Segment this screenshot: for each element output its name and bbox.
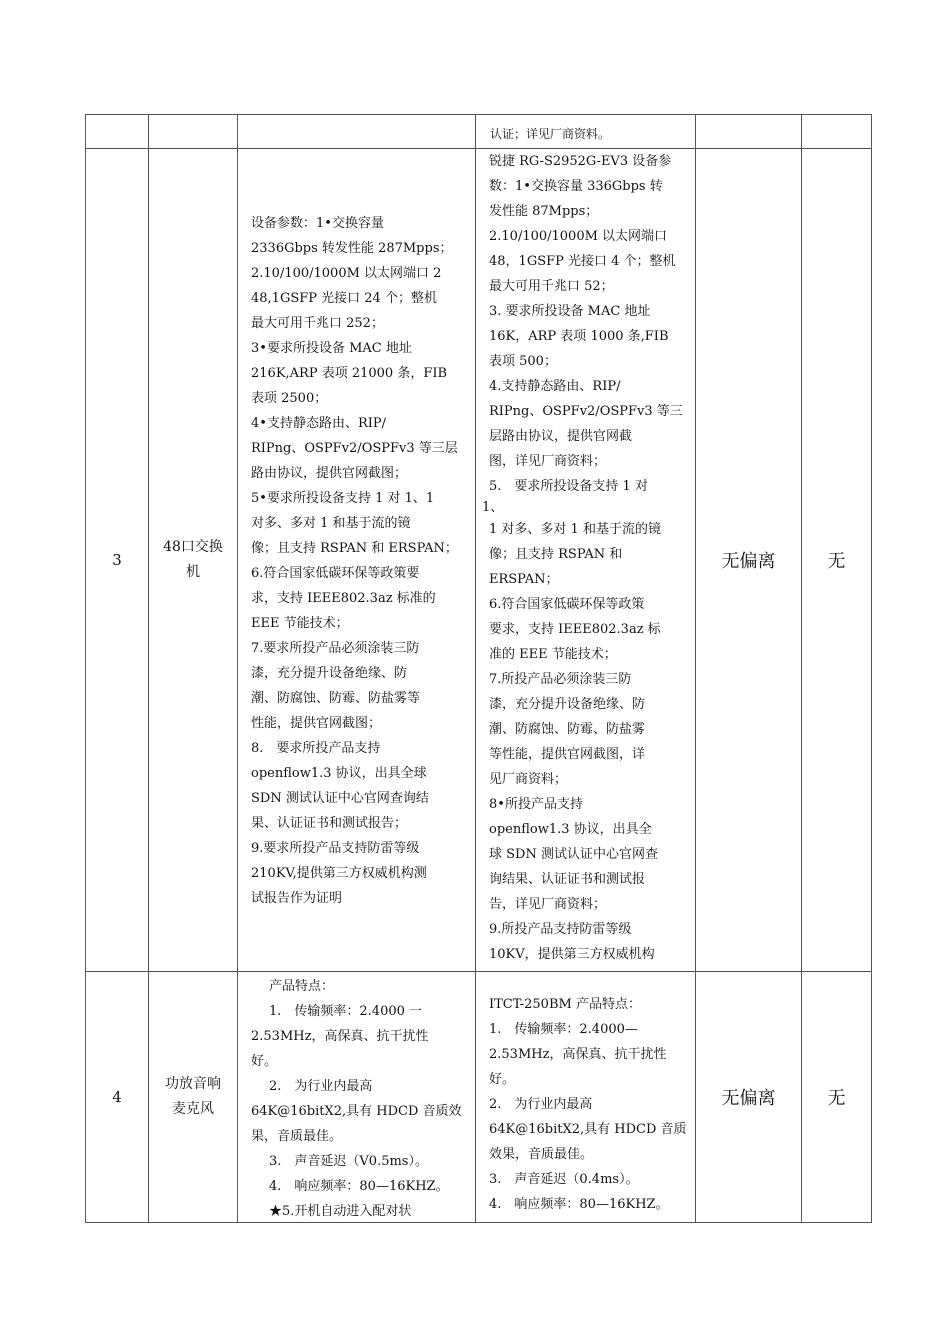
requirement-line: EEE 节能技术； [251, 616, 349, 631]
comparison-table [85, 114, 872, 1223]
response-line: 数：1•交换容量 336Gbps 转 [489, 179, 663, 194]
requirement-line: 2336Gbps 转发性能 287Mpps； [251, 241, 453, 256]
deviation-text: 无偏离 [721, 1088, 776, 1109]
requirement-line: 4•支持静态路由、RIP/ [251, 416, 386, 431]
requirement-line: 4. 响应频率：80—16KHZ。 [269, 1179, 449, 1194]
response-cell [476, 972, 696, 1223]
response-line: RIPng、OSPFv2/OSPFv3 等三 [489, 404, 683, 419]
response-line: 告，详见厂商资料； [489, 897, 607, 912]
response-line: 表项 500； [489, 354, 557, 369]
deviation-cell [696, 149, 802, 972]
item-name-cell [149, 149, 238, 972]
requirement-line: 8. 要求所投产品支持 [251, 741, 381, 756]
requirement-line: 求，支持 IEEE802.3az 标准的 [251, 591, 436, 606]
response-line: 潮、防腐蚀、防霉、防盐雾 [489, 722, 646, 737]
requirement-line: 性能，提供官网截图； [251, 716, 382, 731]
requirement-line: SDN 测试认证中心官网查询结 [251, 791, 429, 806]
response-line: 认证；详见厂商资料。 [490, 127, 611, 141]
requirement-line: 48,1GSFP 光接口 24 个；整机 [251, 291, 437, 306]
row-number: 4 [112, 1088, 122, 1106]
requirement-line: 试报告作为证明 [251, 891, 343, 906]
item-name-cell [149, 972, 238, 1223]
requirement-line: 2.53MHz，高保真、抗干扰性 [251, 1029, 429, 1044]
row-number-cell [86, 149, 149, 972]
response-line: 见厂商资料； [489, 772, 568, 787]
response-line: 4.支持静态路由、RIP/ [489, 379, 621, 394]
response-line: 16K，ARP 表项 1000 条,FIB [489, 329, 669, 344]
requirement-line: 表项 2500； [251, 391, 328, 406]
response-line: ERSPAN； [489, 572, 559, 587]
note-text: 无 [827, 551, 846, 572]
requirement-line: 漆，充分提升设备绝缘、防 [251, 666, 408, 681]
response-line: 2. 为行业内最高 [489, 1097, 593, 1112]
requirement-line: 果，音质最佳。 [251, 1129, 343, 1144]
requirement-line: openflow1.3 协议，出具全球 [251, 766, 427, 781]
requirement-line: 210KV,提供第三方权威机构测 [251, 866, 427, 881]
requirement-line: 1. 传输频率：2.4000 一 [269, 1004, 423, 1019]
response-line: 像；且支持 RSPAN 和 [489, 547, 623, 562]
note-cell [802, 149, 872, 972]
response-line: 1. 传输频率：2.4000— [489, 1022, 638, 1037]
response-line: 效果，音质最佳。 [489, 1147, 594, 1162]
deviation-text: 无偏离 [721, 551, 776, 572]
requirement-cell [238, 972, 476, 1223]
response-line: 3. 声音延迟（0.4ms）。 [489, 1172, 639, 1187]
table-row [86, 149, 872, 972]
row-number-cell [86, 972, 149, 1223]
response-line: openflow1.3 协议，出具全 [489, 822, 652, 837]
response-line: 5. 要求所投设备支持 1 对 [489, 479, 648, 494]
requirement-line: 潮、防腐蚀、防霉、防盐雾等 [251, 691, 421, 706]
response-line: 图，详见厂商资料； [489, 454, 607, 469]
response-line: 64K@16bitX2,具有 HDCD 音质 [489, 1122, 687, 1137]
requirement-cell [238, 149, 476, 972]
requirement-line: 路由协议，提供官网截图； [251, 466, 408, 481]
response-line: 2.53MHz，高保真、抗干扰性 [489, 1047, 667, 1062]
response-line: ITCT-250BM 产品特点： [489, 997, 641, 1012]
response-line: 2.10/100/1000M 以太网端口 [489, 229, 668, 244]
requirement-line: ★5.开机自动进入配对状 [269, 1204, 412, 1219]
row-number: 3 [112, 551, 122, 569]
row-number-cell [86, 115, 149, 149]
response-line: 球 SDN 测试认证中心官网查 [489, 847, 658, 862]
requirement-line: 设备参数：1•交换容量 [251, 216, 384, 231]
requirement-line: 像；且支持 RSPAN 和 ERSPAN； [251, 541, 458, 556]
requirement-line: 果、认证证书和测试报告； [251, 816, 408, 831]
response-line: 等性能，提供官网截图，详 [489, 747, 646, 762]
response-line: 漆，充分提升设备绝缘、防 [489, 697, 646, 712]
item-name-line: 麦克风 [172, 1101, 214, 1117]
requirement-line: 3. 声音延迟（V0.5ms）。 [269, 1154, 428, 1169]
requirement-line: 5•要求所投设备支持 1 对 1、1 [251, 491, 435, 506]
response-line: 1、 [482, 500, 504, 515]
response-line: 48，1GSFP 光接口 4 个；整机 [489, 254, 676, 269]
response-line: 1 对多、多对 1 和基于流的镜 [489, 522, 661, 537]
requirement-line: 9.要求所投产品支持防雷等级 [251, 841, 420, 856]
requirement-line: RIPng、OSPFv2/OSPFv3 等三层 [251, 441, 458, 456]
note-cell [802, 115, 872, 149]
response-line: 准的 EEE 节能技术； [489, 647, 617, 662]
response-line: 发性能 87Mpps； [489, 204, 599, 219]
response-line: 好。 [489, 1072, 516, 1087]
item-name-line: 48口交换 [163, 539, 223, 555]
item-name-line: 机 [186, 564, 200, 580]
response-cell [476, 149, 696, 972]
response-line: 8•所投产品支持 [489, 797, 583, 812]
item-name-line: 功放音响 [165, 1076, 221, 1092]
table-row [86, 115, 872, 149]
requirement-line: 6.符合国家低碳环保等政策要 [251, 566, 420, 581]
requirement-line: 216K,ARP 表项 21000 条，FIB [251, 366, 448, 381]
response-line: 7.所投产品必须涂装三防 [489, 672, 632, 687]
deviation-cell [696, 972, 802, 1223]
response-line: 询结果、认证证书和测试报 [489, 872, 646, 887]
response-line: 层路由协议，提供官网截 [489, 429, 633, 444]
requirement-line: 最大可用千兆口 252； [251, 316, 384, 331]
note-text: 无 [827, 1088, 846, 1109]
response-line: 最大可用千兆口 52； [489, 279, 614, 294]
requirement-cell [238, 115, 476, 149]
requirement-line: 好。 [251, 1054, 278, 1069]
response-line: 锐捷 RG-S2952G-EV3 设备参 [489, 154, 672, 169]
response-line: 3. 要求所投设备 MAC 地址 [489, 304, 651, 319]
response-line: 10KV，提供第三方权威机构 [489, 947, 655, 962]
requirement-line: 产品特点： [269, 979, 335, 994]
requirement-line: 7.要求所投产品必须涂装三防 [251, 641, 420, 656]
deviation-cell [696, 115, 802, 149]
response-line: 要求，支持 IEEE802.3az 标 [489, 622, 661, 637]
item-name-cell [149, 115, 238, 149]
response-line: 4. 响应频率：80—16KHZ。 [489, 1197, 669, 1212]
response-line: 6.符合国家低碳环保等政策 [489, 597, 645, 612]
requirement-line: 2.10/100/1000M 以太网端口 2 [251, 266, 442, 281]
requirement-line: 对多、多对 1 和基于流的镜 [251, 516, 411, 531]
note-cell [802, 972, 872, 1223]
requirement-line: 3•要求所投设备 MAC 地址 [251, 341, 412, 356]
requirement-line: 64K@16bitX2,具有 HDCD 音质效 [251, 1104, 462, 1119]
table-row [86, 972, 872, 1223]
requirement-line: 2. 为行业内最高 [269, 1079, 373, 1094]
response-line: 9.所投产品支持防雷等级 [489, 922, 632, 937]
response-cell [476, 115, 696, 149]
